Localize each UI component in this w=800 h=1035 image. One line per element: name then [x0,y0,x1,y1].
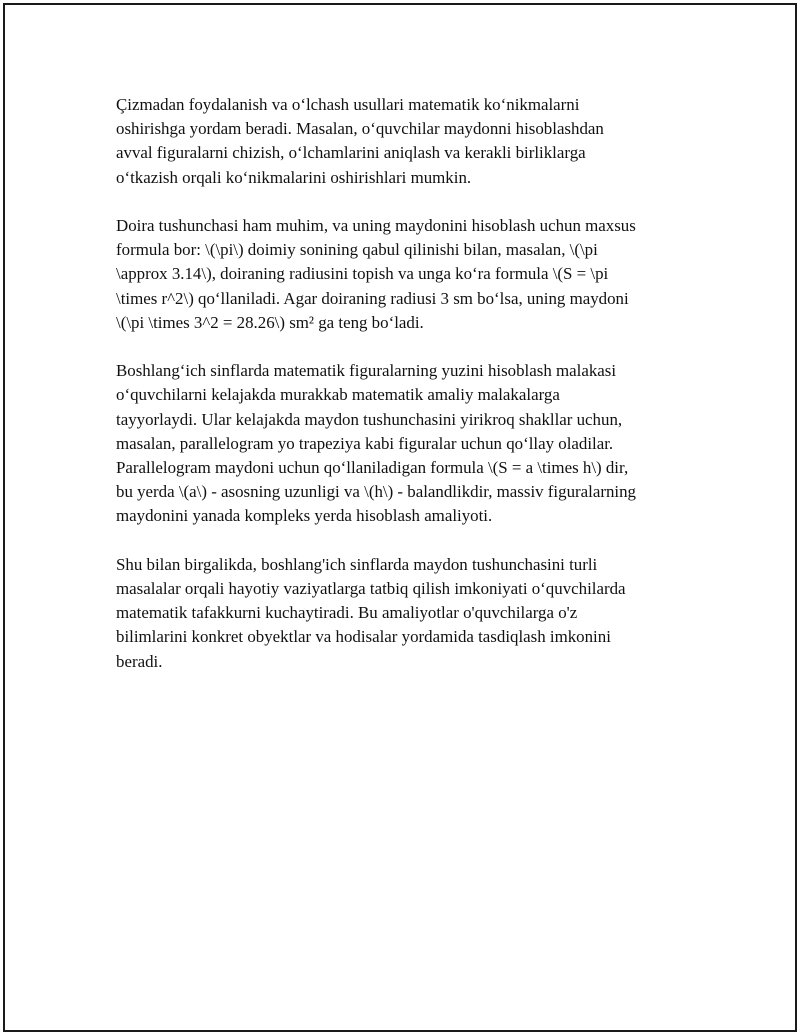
paragraph-conclusion: Shu bilan birgalikda, boshlang'ich sinflarda maydon tushunchasini turli masalalar orqali hayotiy vaziyatlarga tatbiq qilish imkoniyati o‘quvchilarda matematik tafakkurni kuchaytiradi. Bu amaliyotlar o'quvchilarga o'z bilimlarini konkret obyektlar va hodisalar yordamida tasdiqlash imkonini beradi. [116,554,626,671]
paragraph-parallelogram-area: Boshlang‘ich sinflarda matematik figuralarning yuzini hisoblash malakasi o‘quvchilarni kelajakda murakkab matematik amaliy malakalarga tayyorlaydi. Ular kelajakda maydon tushunchasini yirikroq shakllar uchun, masalan, parallelogram yo trapeziya kabi figuralar uchun qo‘llay oladilar. Parallelogram maydoni uchun qo‘llaniladigan formula \(S = a \times h\) dir, bu yerda \(a\) - asosning uzunligi va \(h\) - balandlikdir, massiv figuralarning maydonini yanada kompleks yerda hisoblash amaliyoti. [116,361,636,526]
paragraph-measurement-skills: Çizmadan foydalanish va o‘lchash usullari matematik ko‘nikmalarni oshirishga yordam beradi. Masalan, o‘quvchilar maydonni hisoblashdan avval figuralarni chizish, o‘lchamlarini aniqlash va kerakli birliklarga o‘tkazish orqali ko‘nikmalarini oshirishlari mumkin. [116,95,604,187]
paragraph-circle-area: Doira tushunchasi ham muhim, va uning maydonini hisoblash uchun maxsus formula bor: \(\pi\) doimiy sonining qabul qilinishi bilan, masalan, \(\pi \approx 3.14\), doiraning radiusini topish va unga ko‘ra formula \(S = \pi \times r^2\) qo‘llaniladi. Agar doiraning radiusi 3 sm bo‘lsa, uning maydoni \(\pi \times 3^2 = 28.26\) sm² ga teng bo‘ladi. [116,216,636,332]
document-body [116,93,690,698]
